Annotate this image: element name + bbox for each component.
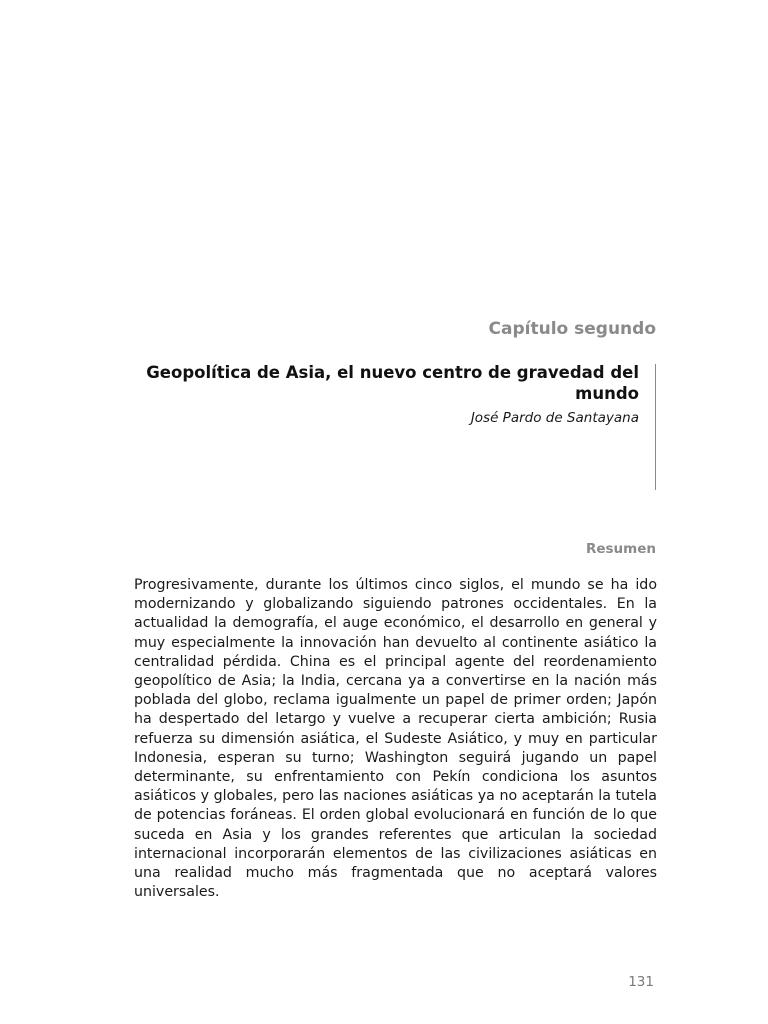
chapter-heading-group — [139, 362, 639, 426]
abstract-body: Progresivamente, durante los últimos cinco siglos, el mundo se ha ido modernizando y globalizando siguiendo patrones occidentales. En la actualidad la demografía, el auge económico, el desarrollo en general y muy especialmente la innovación han devuelto al continente asiático la centralidad pérdida. China es el principal agente del reordenamiento geopolítico de Asia; la India, cercana ya a convertirse en la nación más poblada del globo, reclama igualmente un papel de primer orden; Japón ha despertado del letargo y vuelve a recuperar cierta ambición; Rusia refuerza su dimensión asiática, el Sudeste Asiático, y muy en particular Indonesia, esperan su turno; Washington seguirá jugando un papel determinante, su enfrentamiento con Pekín condiciona los asuntos asiáticos y globales, pero las naciones asiáticas ya no aceptarán la tutela de potencias foráneas. El orden global evolucionará en función de lo que suceda en Asia y los grandes referentes que articulan la sociedad internacional incorporarán elementos de las civilizaciones asiáticas en una realidad mucho más fragmentada que no aceptará valores universales. — [134, 577, 657, 901]
vertical-rule — [655, 364, 656, 490]
chapter-title-block — [136, 362, 656, 492]
chapter-title: Geopolítica de Asia, el nuevo centro de gravedad del mundo — [146, 363, 639, 403]
abstract-heading: Resumen — [585, 541, 656, 557]
chapter-label: Capítulo segundo — [488, 319, 656, 339]
page-number: 131 — [628, 974, 654, 990]
author-name: José Pardo de Santayana — [470, 410, 639, 426]
